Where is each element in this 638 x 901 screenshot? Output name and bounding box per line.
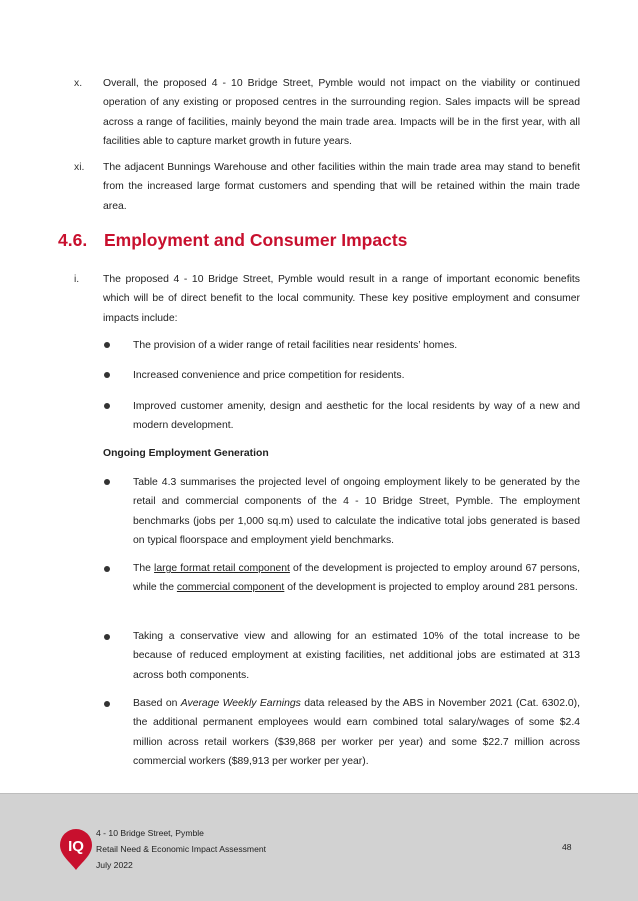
italic-term: Average Weekly Earnings: [180, 698, 301, 709]
list-marker: xi.: [74, 162, 85, 173]
iq-logo-icon: [59, 829, 93, 871]
list-marker: i.: [74, 274, 80, 285]
text-span: of the development is projected to employ around 281 persons.: [284, 582, 578, 594]
list-item: Taking a conservative view and allowing for an estimated 10% of the total increase to be because of reduced employment at existing facilities, net additional jobs are estimated at 313 across both components.: [133, 631, 580, 681]
text-span: data released by the ABS in November 2021 (Cat. 6302.0), the additional permanent employees would earn combined total salary/wages of some $2.4 million across retail workers ($39,868 per worker per year) and some $22.7 million across commercial workers ($89,913 per worker per year).: [133, 698, 580, 767]
bullet-icon: [104, 372, 110, 378]
bullet-icon: [104, 479, 110, 485]
footer-project: 4 - 10 Bridge Street, Pymble: [96, 828, 204, 838]
logo-text: IQ: [68, 838, 84, 855]
list-item: Table 4.3 summarises the projected level of ongoing employment likely to be generated by the retail and commercial components of the 4 - 10 Bridge Street, Pymble. The employment benchmarks (jobs per 1,000 sq.m) used to calculate the indicative total jobs generated is based on typical floorspace and employment yield benchmarks.: [133, 477, 580, 546]
paragraph-xi: The adjacent Bunnings Warehouse and other facilities within the main trade area may stand to benefit from the increased large format customers and spending that will be retained within the main trade area.: [103, 162, 580, 212]
footer-text: [96, 826, 266, 873]
text-span: The: [133, 563, 155, 574]
page-footer: [0, 793, 638, 901]
bullet-icon: [104, 403, 110, 409]
text-span: Based on: [133, 698, 181, 709]
paragraph-i: The proposed 4 - 10 Bridge Street, Pymble would result in a range of important economic benefits which will be of direct benefit to the local community. These key positive employment and consumer impacts include:: [103, 274, 580, 324]
list-item: The provision of a wider range of retail facilities near residents’ homes.: [133, 340, 458, 351]
list-marker: x.: [74, 78, 83, 89]
underlined-term: large format retail component: [154, 563, 290, 574]
section-number: 4.6.: [58, 230, 88, 250]
list-item: Increased convenience and price competition for residents.: [133, 370, 405, 381]
section-title: Employment and Consumer Impacts: [104, 230, 408, 250]
subheading: Ongoing Employment Generation: [103, 448, 269, 459]
bullet-icon: [104, 566, 110, 572]
bullet-icon: [104, 342, 110, 348]
section-heading: [58, 228, 407, 252]
list-item: [133, 694, 580, 771]
underlined-term: commercial component: [176, 582, 285, 594]
list-item: [133, 559, 580, 598]
text-span: of the development is projected to employ around 67 persons, while the: [133, 563, 580, 594]
page-number: 48: [562, 842, 572, 852]
footer-report-title: Retail Need & Economic Impact Assessment: [96, 843, 267, 854]
bullet-icon: [104, 634, 110, 640]
list-item: Improved customer amenity, design and aesthetic for the local residents by way of a new and modern development.: [133, 401, 580, 432]
paragraph-x: Overall, the proposed 4 - 10 Bridge Street, Pymble would not impact on the viability or continued operation of any existing or proposed centres in the surrounding region. Sales impacts will be spread across a range of facilities, mainly beyond the main trade area. Impacts will be in the first year, with all facilities able to capture market growth in future years.: [103, 78, 580, 147]
footer-date: July 2022: [96, 859, 133, 870]
bullet-icon: [104, 701, 110, 707]
